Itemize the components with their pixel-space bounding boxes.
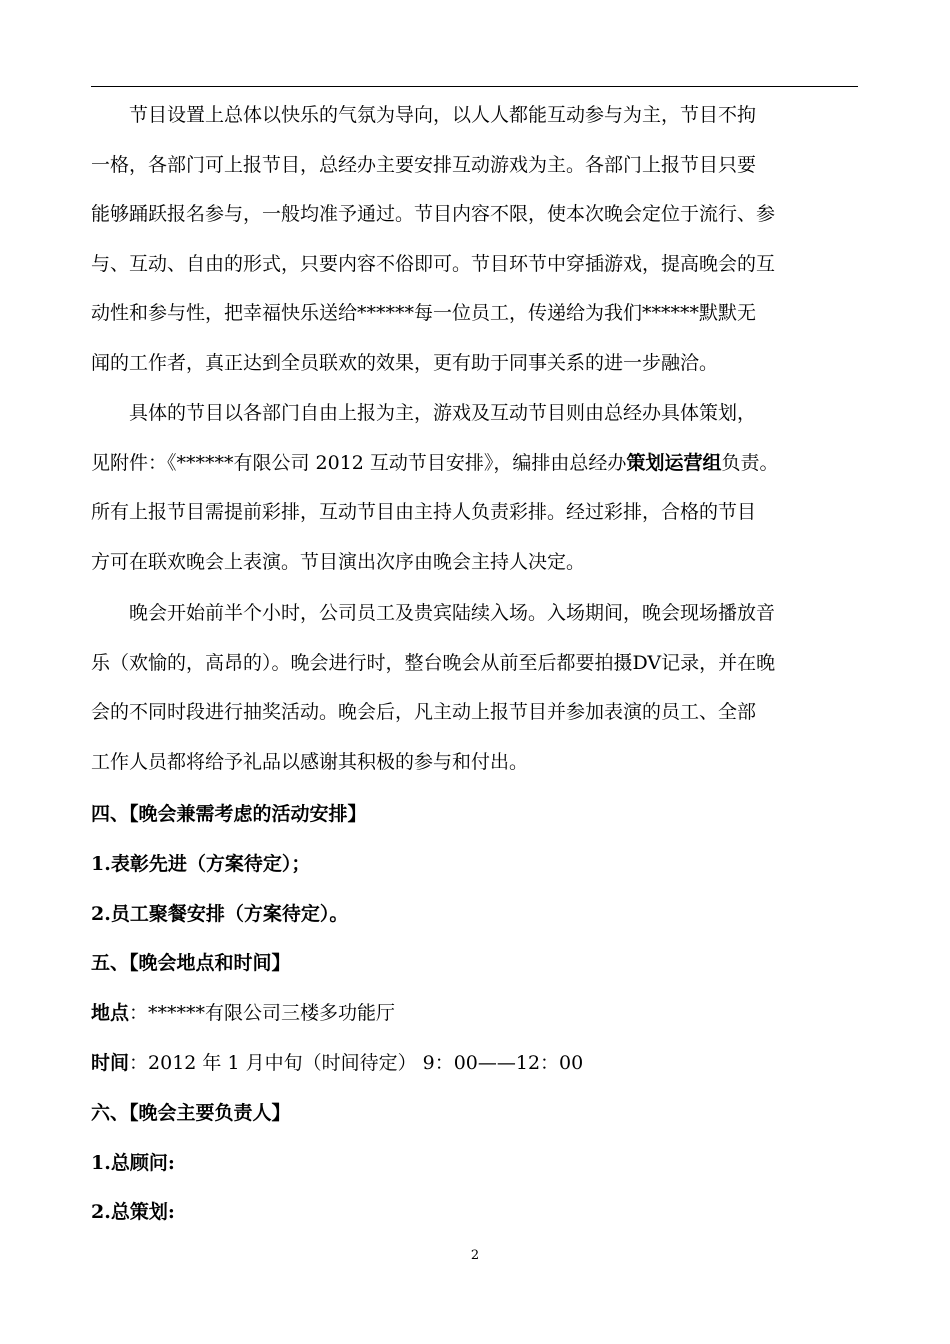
time-line <box>91 1051 583 1075</box>
page-number: 2 <box>470 1248 480 1263</box>
text-line: 乐（欢愉的，高昂的）。晚会进行时，整台晚会从前至后都要拍摄DV记录，并在晚 <box>91 651 776 674</box>
section6-heading: 六、【晚会主要负责人】 <box>91 1102 291 1124</box>
section4-item2: 2.员工聚餐安排（方案待定）。 <box>91 903 349 925</box>
text-line: 会的不同时段进行抽奖活动。晚会后，凡主动上报节目并参加表演的员工、全部 <box>91 701 757 723</box>
text-line: 一格，各部门可上报节目，总经办主要安排互动游戏为主。各部门上报节目只要 <box>91 153 757 176</box>
time-label: 时间 <box>91 1052 130 1074</box>
paragraph-program-setting <box>91 91 858 388</box>
header-rule <box>91 86 858 87</box>
section4-item1: 1.表彰先进（方案待定）； <box>91 853 311 875</box>
section5-heading: 五、【晚会地点和时间】 <box>91 952 291 974</box>
text-line: 具体的节目以各部门自由上报为主，游戏及互动节目则由总经办具体策划， <box>91 402 757 424</box>
location-label: 地点 <box>91 1002 130 1024</box>
section4-heading: 四、【晚会兼需考虑的活动安排】 <box>91 803 367 825</box>
text-line: 方可在联欢晚会上表演。节目演出次序由晚会主持人决定。 <box>91 550 586 573</box>
text-line: 节目设置上总体以快乐的气氛为导向，以人人都能互动参与为主，节目不拘 <box>91 104 757 126</box>
text-line: 闻的工作者，真正达到全员联欢的效果，更有助于同事关系的进一步融洽。 <box>91 351 719 374</box>
location-line <box>91 1001 395 1025</box>
text-segment: 负责。 <box>721 451 779 474</box>
text-line <box>91 439 858 489</box>
section6-item2: 2.总策划: <box>91 1201 175 1223</box>
text-line: 工作人员都将给予礼品以感谢其积极的参与和付出。 <box>91 750 529 773</box>
text-line: 能够踊跃报名参与，一般均准予通过。节目内容不限，使本次晚会定位于流行、参 <box>91 203 776 225</box>
planning-group-name: 策划运营组 <box>626 451 722 474</box>
text-line: 所有上报节目需提前彩排，互动节目由主持人负责彩排。经过彩排，合格的节目 <box>91 501 757 523</box>
text-line: 晚会开始前半个小时，公司员工及贵宾陆续入场。入场期间，晚会现场播放音 <box>91 602 776 624</box>
time-value: ：2012 年 1 月中旬（时间待定） 9：00——12：00 <box>129 1052 584 1074</box>
text-line: 与、互动、自由的形式，只要内容不俗即可。节目环节中穿插游戏，提高晚会的互 <box>91 252 776 275</box>
text-line: 动性和参与性，把幸福快乐送给******每一位员工，传递给为我们******默默无 <box>91 302 757 324</box>
location-value: ：******有限公司三楼多功能厅 <box>129 1002 396 1024</box>
paragraph-party-flow <box>91 589 858 787</box>
text-segment: 见附件：《******有限公司 2012 互动节目安排》，编排由总经办 <box>91 451 627 474</box>
section6-item1: 1.总顾问: <box>91 1152 175 1174</box>
paragraph-program-details <box>91 389 858 587</box>
